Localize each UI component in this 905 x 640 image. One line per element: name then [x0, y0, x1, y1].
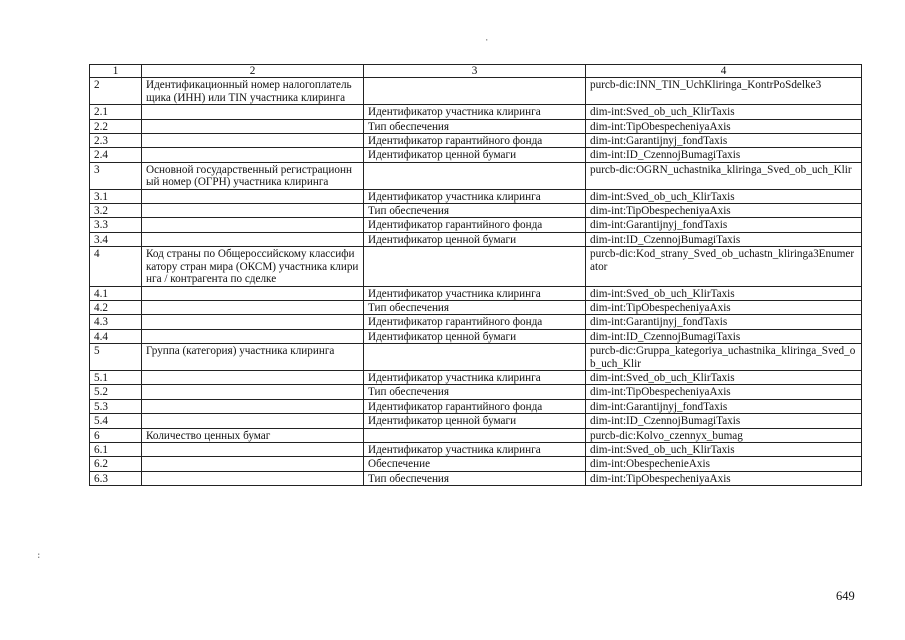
indicator-name-cell: [142, 218, 364, 232]
row-number-cell: 6.3: [90, 471, 142, 485]
table-row: [90, 204, 862, 218]
element-code-cell: dim-int:ID_CzennojBumagiTaxis: [586, 329, 862, 343]
dimension-name-cell: Тип обеспечения: [364, 119, 586, 133]
row-number-cell: 6.1: [90, 442, 142, 456]
dimension-name-cell: Идентификатор ценной бумаги: [364, 232, 586, 246]
table-row: [90, 399, 862, 413]
indicator-name-cell: [142, 134, 364, 148]
table-body: [90, 65, 862, 486]
table-row: [90, 148, 862, 162]
indicator-name-cell: [142, 189, 364, 203]
indicator-name-cell: Основной государственный регистрационный номер (ОГРН) участника клиринга: [142, 162, 364, 189]
dimension-name-cell: Идентификатор участника клиринга: [364, 370, 586, 384]
table-row: [90, 344, 862, 371]
element-code-cell: dim-int:ObespechenieAxis: [586, 457, 862, 471]
indicator-name-cell: [142, 414, 364, 428]
table-row: [90, 119, 862, 133]
dimension-name-cell: Идентификатор гарантийного фонда: [364, 134, 586, 148]
indicator-name-cell: [142, 286, 364, 300]
element-code-cell: dim-int:Sved_ob_uch_KlirTaxis: [586, 370, 862, 384]
table-row: [90, 134, 862, 148]
table-row: [90, 385, 862, 399]
dimension-name-cell: Тип обеспечения: [364, 204, 586, 218]
indicator-name-cell: [142, 148, 364, 162]
table-row: [90, 189, 862, 203]
element-code-cell: dim-int:TipObespecheniyaAxis: [586, 471, 862, 485]
table-row: [90, 218, 862, 232]
row-number-cell: 6: [90, 428, 142, 442]
indicator-name-cell: [142, 471, 364, 485]
dimension-name-cell: Идентификатор участника клиринга: [364, 286, 586, 300]
row-number-cell: 2.3: [90, 134, 142, 148]
element-code-cell: purcb-dic:OGRN_uchastnika_kliringa_Sved_ob_uch_Klir: [586, 162, 862, 189]
row-number-cell: 5.3: [90, 399, 142, 413]
dimension-name-cell: Идентификатор ценной бумаги: [364, 329, 586, 343]
data-table: [89, 64, 862, 486]
element-code-cell: dim-int:Sved_ob_uch_KlirTaxis: [586, 189, 862, 203]
table-row: [90, 315, 862, 329]
dimension-name-cell: Идентификатор гарантийного фонда: [364, 399, 586, 413]
indicator-name-cell: [142, 119, 364, 133]
indicator-name-cell: [142, 300, 364, 314]
table-row: [90, 232, 862, 246]
dimension-name-cell: Тип обеспечения: [364, 300, 586, 314]
header-cell: 3: [364, 65, 586, 78]
indicator-name-cell: Количество ценных бумаг: [142, 428, 364, 442]
element-code-cell: dim-int:Garantijnyj_fondTaxis: [586, 315, 862, 329]
row-number-cell: 5.4: [90, 414, 142, 428]
indicator-name-cell: Код страны по Общероссийскому классификатору стран мира (ОКСМ) участника клиринга / контрагента по сделке: [142, 247, 364, 286]
indicator-name-cell: [142, 442, 364, 456]
dimension-name-cell: [364, 428, 586, 442]
element-code-cell: dim-int:TipObespecheniyaAxis: [586, 300, 862, 314]
table-row: [90, 247, 862, 286]
dimension-name-cell: Идентификатор гарантийного фонда: [364, 315, 586, 329]
indicator-name-cell: [142, 399, 364, 413]
row-number-cell: 4.2: [90, 300, 142, 314]
table-row: [90, 370, 862, 384]
row-number-cell: 3.1: [90, 189, 142, 203]
dimension-name-cell: Тип обеспечения: [364, 385, 586, 399]
table-row: [90, 471, 862, 485]
element-code-cell: purcb-dic:INN_TIN_UchKliringa_KontrPoSdelke3: [586, 78, 862, 105]
row-number-cell: 4: [90, 247, 142, 286]
element-code-cell: dim-int:Sved_ob_uch_KlirTaxis: [586, 286, 862, 300]
row-number-cell: 3: [90, 162, 142, 189]
row-number-cell: 5.2: [90, 385, 142, 399]
table-row: [90, 162, 862, 189]
indicator-name-cell: [142, 457, 364, 471]
indicator-name-cell: [142, 204, 364, 218]
element-code-cell: dim-int:ID_CzennojBumagiTaxis: [586, 148, 862, 162]
dimension-name-cell: [364, 344, 586, 371]
page-number: 649: [836, 589, 855, 603]
table-row: [90, 414, 862, 428]
element-code-cell: dim-int:Garantijnyj_fondTaxis: [586, 134, 862, 148]
scan-speck: ·: [484, 36, 490, 46]
dimension-name-cell: Обеспечение: [364, 457, 586, 471]
table-row: [90, 442, 862, 456]
row-number-cell: 3.4: [90, 232, 142, 246]
dimension-name-cell: Идентификатор ценной бумаги: [364, 148, 586, 162]
row-number-cell: 4.1: [90, 286, 142, 300]
element-code-cell: purcb-dic:Kod_strany_Sved_ob_uchastn_kliringa3Enumerator: [586, 247, 862, 286]
row-number-cell: 3.3: [90, 218, 142, 232]
table-row: [90, 105, 862, 119]
table-row: [90, 286, 862, 300]
table-row: [90, 428, 862, 442]
table-row: [90, 457, 862, 471]
element-code-cell: dim-int:Garantijnyj_fondTaxis: [586, 218, 862, 232]
element-code-cell: purcb-dic:Gruppa_kategoriya_uchastnika_kliringa_Sved_ob_uch_Klir: [586, 344, 862, 371]
dimension-name-cell: Идентификатор ценной бумаги: [364, 414, 586, 428]
header-cell: 4: [586, 65, 862, 78]
row-number-cell: 2.2: [90, 119, 142, 133]
dimension-name-cell: [364, 162, 586, 189]
header-cell: 1: [90, 65, 142, 78]
dimension-name-cell: Идентификатор участника клиринга: [364, 442, 586, 456]
indicator-name-cell: Идентификационный номер налогоплательщика (ИНН) или TIN участника клиринга: [142, 78, 364, 105]
row-number-cell: 5: [90, 344, 142, 371]
element-code-cell: dim-int:TipObespecheniyaAxis: [586, 204, 862, 218]
indicator-name-cell: [142, 329, 364, 343]
element-code-cell: purcb-dic:Kolvo_czennyx_bumag: [586, 428, 862, 442]
row-number-cell: 2: [90, 78, 142, 105]
dimension-name-cell: Тип обеспечения: [364, 471, 586, 485]
table-row: [90, 329, 862, 343]
table-row: [90, 300, 862, 314]
indicator-name-cell: [142, 232, 364, 246]
dimension-name-cell: Идентификатор участника клиринга: [364, 189, 586, 203]
dimension-name-cell: Идентификатор гарантийного фонда: [364, 218, 586, 232]
element-code-cell: dim-int:Sved_ob_uch_KlirTaxis: [586, 442, 862, 456]
row-number-cell: 2.4: [90, 148, 142, 162]
element-code-cell: dim-int:ID_CzennojBumagiTaxis: [586, 232, 862, 246]
row-number-cell: 4.4: [90, 329, 142, 343]
dimension-name-cell: Идентификатор участника клиринга: [364, 105, 586, 119]
row-number-cell: 2.1: [90, 105, 142, 119]
indicator-name-cell: [142, 315, 364, 329]
table-header-row: [90, 65, 862, 78]
indicator-name-cell: [142, 370, 364, 384]
element-code-cell: dim-int:Sved_ob_uch_KlirTaxis: [586, 105, 862, 119]
indicator-name-cell: Группа (категория) участника клиринга: [142, 344, 364, 371]
element-code-cell: dim-int:TipObespecheniyaAxis: [586, 119, 862, 133]
indicator-name-cell: [142, 105, 364, 119]
row-number-cell: 4.3: [90, 315, 142, 329]
table-row: [90, 78, 862, 105]
row-number-cell: 3.2: [90, 204, 142, 218]
row-number-cell: 5.1: [90, 370, 142, 384]
dimension-name-cell: [364, 78, 586, 105]
row-number-cell: 6.2: [90, 457, 142, 471]
element-code-cell: dim-int:ID_CzennojBumagiTaxis: [586, 414, 862, 428]
indicator-name-cell: [142, 385, 364, 399]
scan-speck: :: [36, 551, 42, 561]
header-cell: 2: [142, 65, 364, 78]
element-code-cell: dim-int:Garantijnyj_fondTaxis: [586, 399, 862, 413]
element-code-cell: dim-int:TipObespecheniyaAxis: [586, 385, 862, 399]
dimension-name-cell: [364, 247, 586, 286]
